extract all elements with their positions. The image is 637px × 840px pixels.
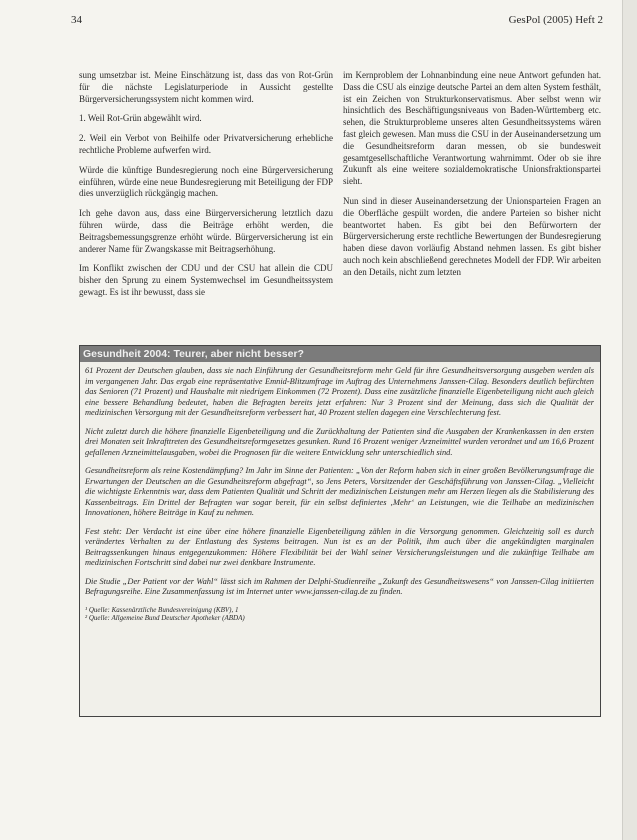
left-column: [79, 70, 333, 307]
right-column: [343, 70, 601, 287]
paragraph: im Kernproblem der Lohnanbindung eine neue Antwort gefunden hat. Dass die CSU als einzige deutsche Partei an dem alten System festhält, ist ein Zeichen von Strukturkonservatismus. Aber selbst wenn wir hinsichtlich des Beschäftigungsniveaus von Baden-Württemberg etc. sehen, die Strukturprobleme unseres alten Gesundheitssystems wären fast gleich gewesen. Man muss die CSU in der Auseinandersetzung um die Gesundheitsreform daran messen, ob sie bundesweit gesamtgesellschaftliche Verantwortung wahrnimmt. Oder ob sie ihre Zukunft als eine weitere sozialdemokratische Unionsfraktionspartei sieht.: [343, 70, 601, 187]
paragraph: sung umsetzbar ist. Meine Einschätzung ist, dass das von Rot-Grün für die nächste Legislaturperiode in Aussicht gestellte Bürgerversicherungssystem nicht kommen wird.: [79, 70, 333, 104]
paragraph: Im Konflikt zwischen der CDU und der CSU hat allein die CDU bisher den Sprung zu einem Systemwechsel im Gesundheitssystem gewagt. Es ist ihr bewusst, dass sie: [79, 263, 333, 297]
paragraph: 2. Weil ein Verbot von Beihilfe oder Privatversicherung erhebliche rechtliche Probleme aufwerfen wird.: [79, 133, 333, 155]
box-paragraph: Gesundheitsreform als reine Kostendämpfung? Im Jahr im Sinne der Patienten: „Von der Reform haben sich in einer großen Bevölkerungsumfrage die Erwartungen der Deutschen an die Gesundheitsreform abgefragt“, so Jens Peters, Vorsitzender der Geschäftsführung von Janssen-Cilag. „Vielleicht die wichtigste Erkenntnis war, dass dem Patienten Qualität und Schritt der medizinischen Leistungen mehr am Herzen liegen als die Stabilisierung des Kassenbeitrags. Ein Drittel der Befragten war sogar bereit, für ein selbst definiertes ‚Mehr‘ an Leistungen, wie die Teilhabe an medizinischen Innovationen, höhere Beiträge in Kauf zu nehmen.: [85, 466, 594, 517]
box-title: Gesundheit 2004: Teurer, aber nicht besser?: [80, 346, 600, 362]
paragraph: Würde die künftige Bundesregierung noch eine Bürgerversicherung einführen, würde eine neue Bundesregierung mit Beteiligung der FDP dies unverzüglich rückgängig machen.: [79, 164, 333, 199]
paragraph: 1. Weil Rot-Grün abgewählt wird.: [79, 113, 202, 124]
page-header: [71, 14, 603, 32]
source-notes: [85, 606, 594, 623]
paragraph: Ich gehe davon aus, dass eine Bürgerversicherung letztlich dazu führen würde, dass die Beiträge erhöht werden, die Beitragsbemessungsgrenze erhöht würde. Bürgerversicherung ist ein anderer Name für Zwangskasse mit Beitragserhöhung.: [79, 208, 333, 254]
paragraph: Nun sind in dieser Auseinandersetzung der Unionsparteien Fragen an die Oberfläche gespült worden, die andere Parteien so bisher nicht beantwortet haben. Es gibt bei den Befürwortern der Bürgerversicherung erste rechtliche Bewertungen der Bundesregierung haben diese davon vorläufig Abstand nehmen lassen. Es gibt bisher auch noch kein abschließend gerechnetes Modell der FDP. Wir arbeiten an den Details, nicht zum letzten: [343, 195, 601, 277]
source-note: ¹ Quelle: Kassenärztliche Bundesvereinigung (KBV), 1: [85, 605, 239, 614]
box-paragraph: Nicht zuletzt durch die höhere finanzielle Eigenbeteiligung und die Zurückhaltung der Patienten sind die Ausgaben der Krankenkassen in den ersten drei Monaten seit Inkrafttreten des Gesundheitsreformgesetzes gesunken. Rund 16 Prozent weniger Arzneimittel wurden verordnet und um 16,6 Prozent gefallenen Arzneimittelausgaben, wobei die Prognosen für die weitere Entwicklung sehr unterschiedlich sind.: [85, 426, 594, 457]
source-note: ² Quelle: Allgemeine Bund Deutscher Apotheker (ABDA): [85, 614, 245, 622]
box-paragraph: Fest steht: Der Verdacht ist eine über eine höhere finanzielle Eigenbeteiligung zählen in die Versorgung genommen. Gleichzeitig soll es durch verändertes Verhalten zu der Entlastung des Systems beitragen. Nun ist es an der Politik, ihm auch über die angekündigten marginalen Beitragssenkungen hinaus entgegenzukommen: Höhere Flexibilität bei der Wahl seiner Versicherungsleistungen und die zukünftige Teilhabe am medizinischen Fortschritt sind dabei nur zwei denkbare Instrumente.: [85, 526, 594, 567]
page-number: 34: [71, 14, 82, 26]
journal-reference: GesPol (2005) Heft 2: [508, 14, 603, 26]
box-body: [80, 362, 600, 623]
box-paragraph: 61 Prozent der Deutschen glauben, dass sie nach Einführung der Gesundheitsreform mehr Geld für ihre Gesundheitsversorgung ausgeben werden als im vergangenen Jahr. Das ergab eine repräsentative Emnid-Blitzumfrage im Auftrag des Unternehmens Janssen-Cilag. Besonders deutlich befürchten das Senioren (71 Prozent) und Haushalte mit niedrigem Einkommen (72 Prozent). Dass eine zusätzliche finanzielle Eigenbeteiligung nicht auch gleich eine bessere Behandlung bedeutet, haben die Befragten bereits jetzt erfahren: Nur 3 Prozent sind der Meinung, dass sich die Qualität der medizinischen Versorgung mit der Gesundheitsreform verbessert hat, 40 Prozent stellen dagegen eine Verschlechterung fest.: [85, 366, 594, 417]
page-edge: [622, 0, 637, 840]
box-paragraph: Die Studie „Der Patient vor der Wahl“ lässt sich im Rahmen der Delphi-Studienreihe „Zukunft des Gesundheitswesens“ von Janssen-Cilag initiierten Befragungsreihe. Eine Zusammenfassung ist im Internet unter www.janssen-cilag.de zu finden.: [85, 576, 594, 596]
sidebar-box: [79, 345, 601, 717]
